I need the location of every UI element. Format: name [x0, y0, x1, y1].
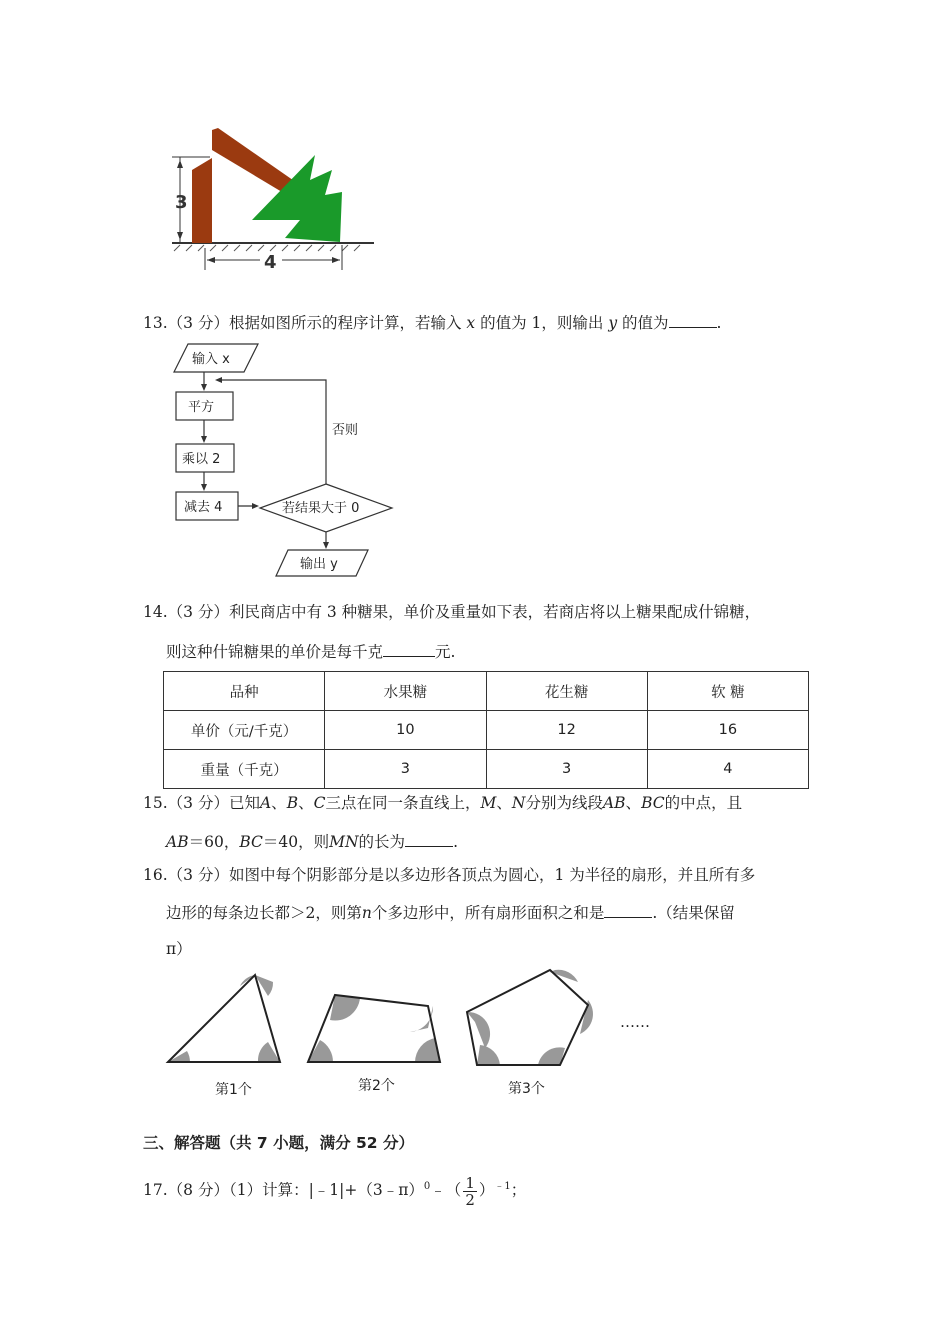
output-label: 输出 y: [300, 557, 338, 572]
question-score: （3 分）: [167, 603, 229, 621]
question-text: 利民商店中有 3 种糖果，单价及重量如下表，若商店将以上糖果配成什锦糖，: [228, 603, 761, 621]
times2-label: 乘以 2: [182, 452, 221, 467]
polygon-label: 第3个: [508, 1081, 545, 1097]
question-text: 根据如图所示的程序计算，若输入: [228, 314, 462, 332]
question-16-line3: π）: [166, 940, 192, 958]
polygon-label: 第1个: [215, 1082, 252, 1098]
question-number: 14.: [143, 603, 168, 621]
question-number: 17.: [143, 1181, 168, 1200]
table-header-row: [164, 672, 809, 711]
polygon-3: [467, 970, 593, 1097]
question-16-line2: 边形的每条边长都＞2，则第n个多边形中，所有扇形面积之和是 .（结果保留: [166, 901, 735, 923]
question-number: 13.: [143, 314, 168, 332]
ellipsis: ……: [620, 1013, 650, 1031]
question-15: 15.（3 分）已知A、B、C三点在同一条直线上，M、N分别为线段AB、BC的中点，且: [143, 794, 743, 812]
polygon-2: [308, 995, 440, 1094]
answer-blank: [669, 311, 717, 328]
answer-blank: [405, 830, 453, 847]
table-cell: 12: [486, 711, 647, 750]
otherwise-label: 否则: [332, 423, 359, 438]
fraction: $\frac{1}{2}$: [465, 1173, 475, 1209]
question-number: 15.: [143, 794, 168, 812]
table-cell: 重量（千克）: [164, 750, 325, 789]
table-header-cell: 花生糖: [486, 672, 647, 711]
table-header-cell: 软 糖: [647, 672, 808, 711]
question-score: （3 分）: [167, 314, 229, 332]
question-score: （3 分）: [167, 794, 229, 812]
table-cell: 16: [647, 711, 808, 750]
section-title: 三、解答题（共 7 小题，满分 52 分）: [143, 1134, 414, 1152]
table-row: [164, 750, 809, 789]
tree-trunk: [192, 158, 212, 243]
height-label: 3: [175, 192, 188, 213]
polygon-figures: [160, 960, 680, 1105]
minus4-label: 减去 4: [184, 500, 223, 515]
question-score: （8 分）: [167, 1181, 229, 1200]
flowchart: [160, 340, 410, 585]
table-cell: 4: [647, 750, 808, 789]
question-score: （3 分）: [167, 866, 229, 884]
candy-table: [163, 671, 809, 789]
condition-label: 若结果大于 0: [282, 501, 360, 516]
square-label: 平方: [188, 400, 215, 415]
input-label: 输入 x: [192, 352, 230, 367]
polygon-label: 第2个: [358, 1078, 395, 1094]
question-15-line2: AB＝60，BC＝40，则MN的长为 .: [166, 830, 458, 852]
question-17: 17.（8 分）（1）计算：|﹣1|+（3﹣π）$^0$﹣（ $\frac{1}{2}$ ）$^{﹣1}$；: [143, 1173, 527, 1209]
question-14-line2: 则这种什锦糖果的单价是每千克 元.: [166, 640, 455, 662]
variable-y: y: [608, 314, 618, 332]
table-header-cell: 水果糖: [325, 672, 486, 711]
question-text: 的值为: [617, 314, 669, 332]
width-label: 4: [264, 252, 277, 273]
question-text: 的值为 1，则输出: [475, 314, 604, 332]
question-13: 13.（3 分）根据如图所示的程序计算，若输入 x 的值为 1，则输出 y 的值为 .: [143, 311, 721, 333]
table-cell: 3: [486, 750, 647, 789]
variable-x: x: [466, 314, 476, 332]
answer-blank: [604, 901, 652, 918]
question-14: [143, 602, 760, 622]
question-16: 16.（3 分）如图中每个阴影部分是以多边形各顶点为圆心，1 为半径的扇形，并且所有多: [143, 866, 756, 884]
table-cell: 10: [325, 711, 486, 750]
question-number: 16.: [143, 866, 168, 884]
table-cell: 3: [325, 750, 486, 789]
polygon-1: [168, 975, 280, 1098]
table-header-cell: 品种: [164, 672, 325, 711]
table-cell: 单价（元/千克）: [164, 711, 325, 750]
table-row: [164, 711, 809, 750]
tree-figure: [160, 120, 385, 280]
answer-blank: [383, 640, 435, 657]
